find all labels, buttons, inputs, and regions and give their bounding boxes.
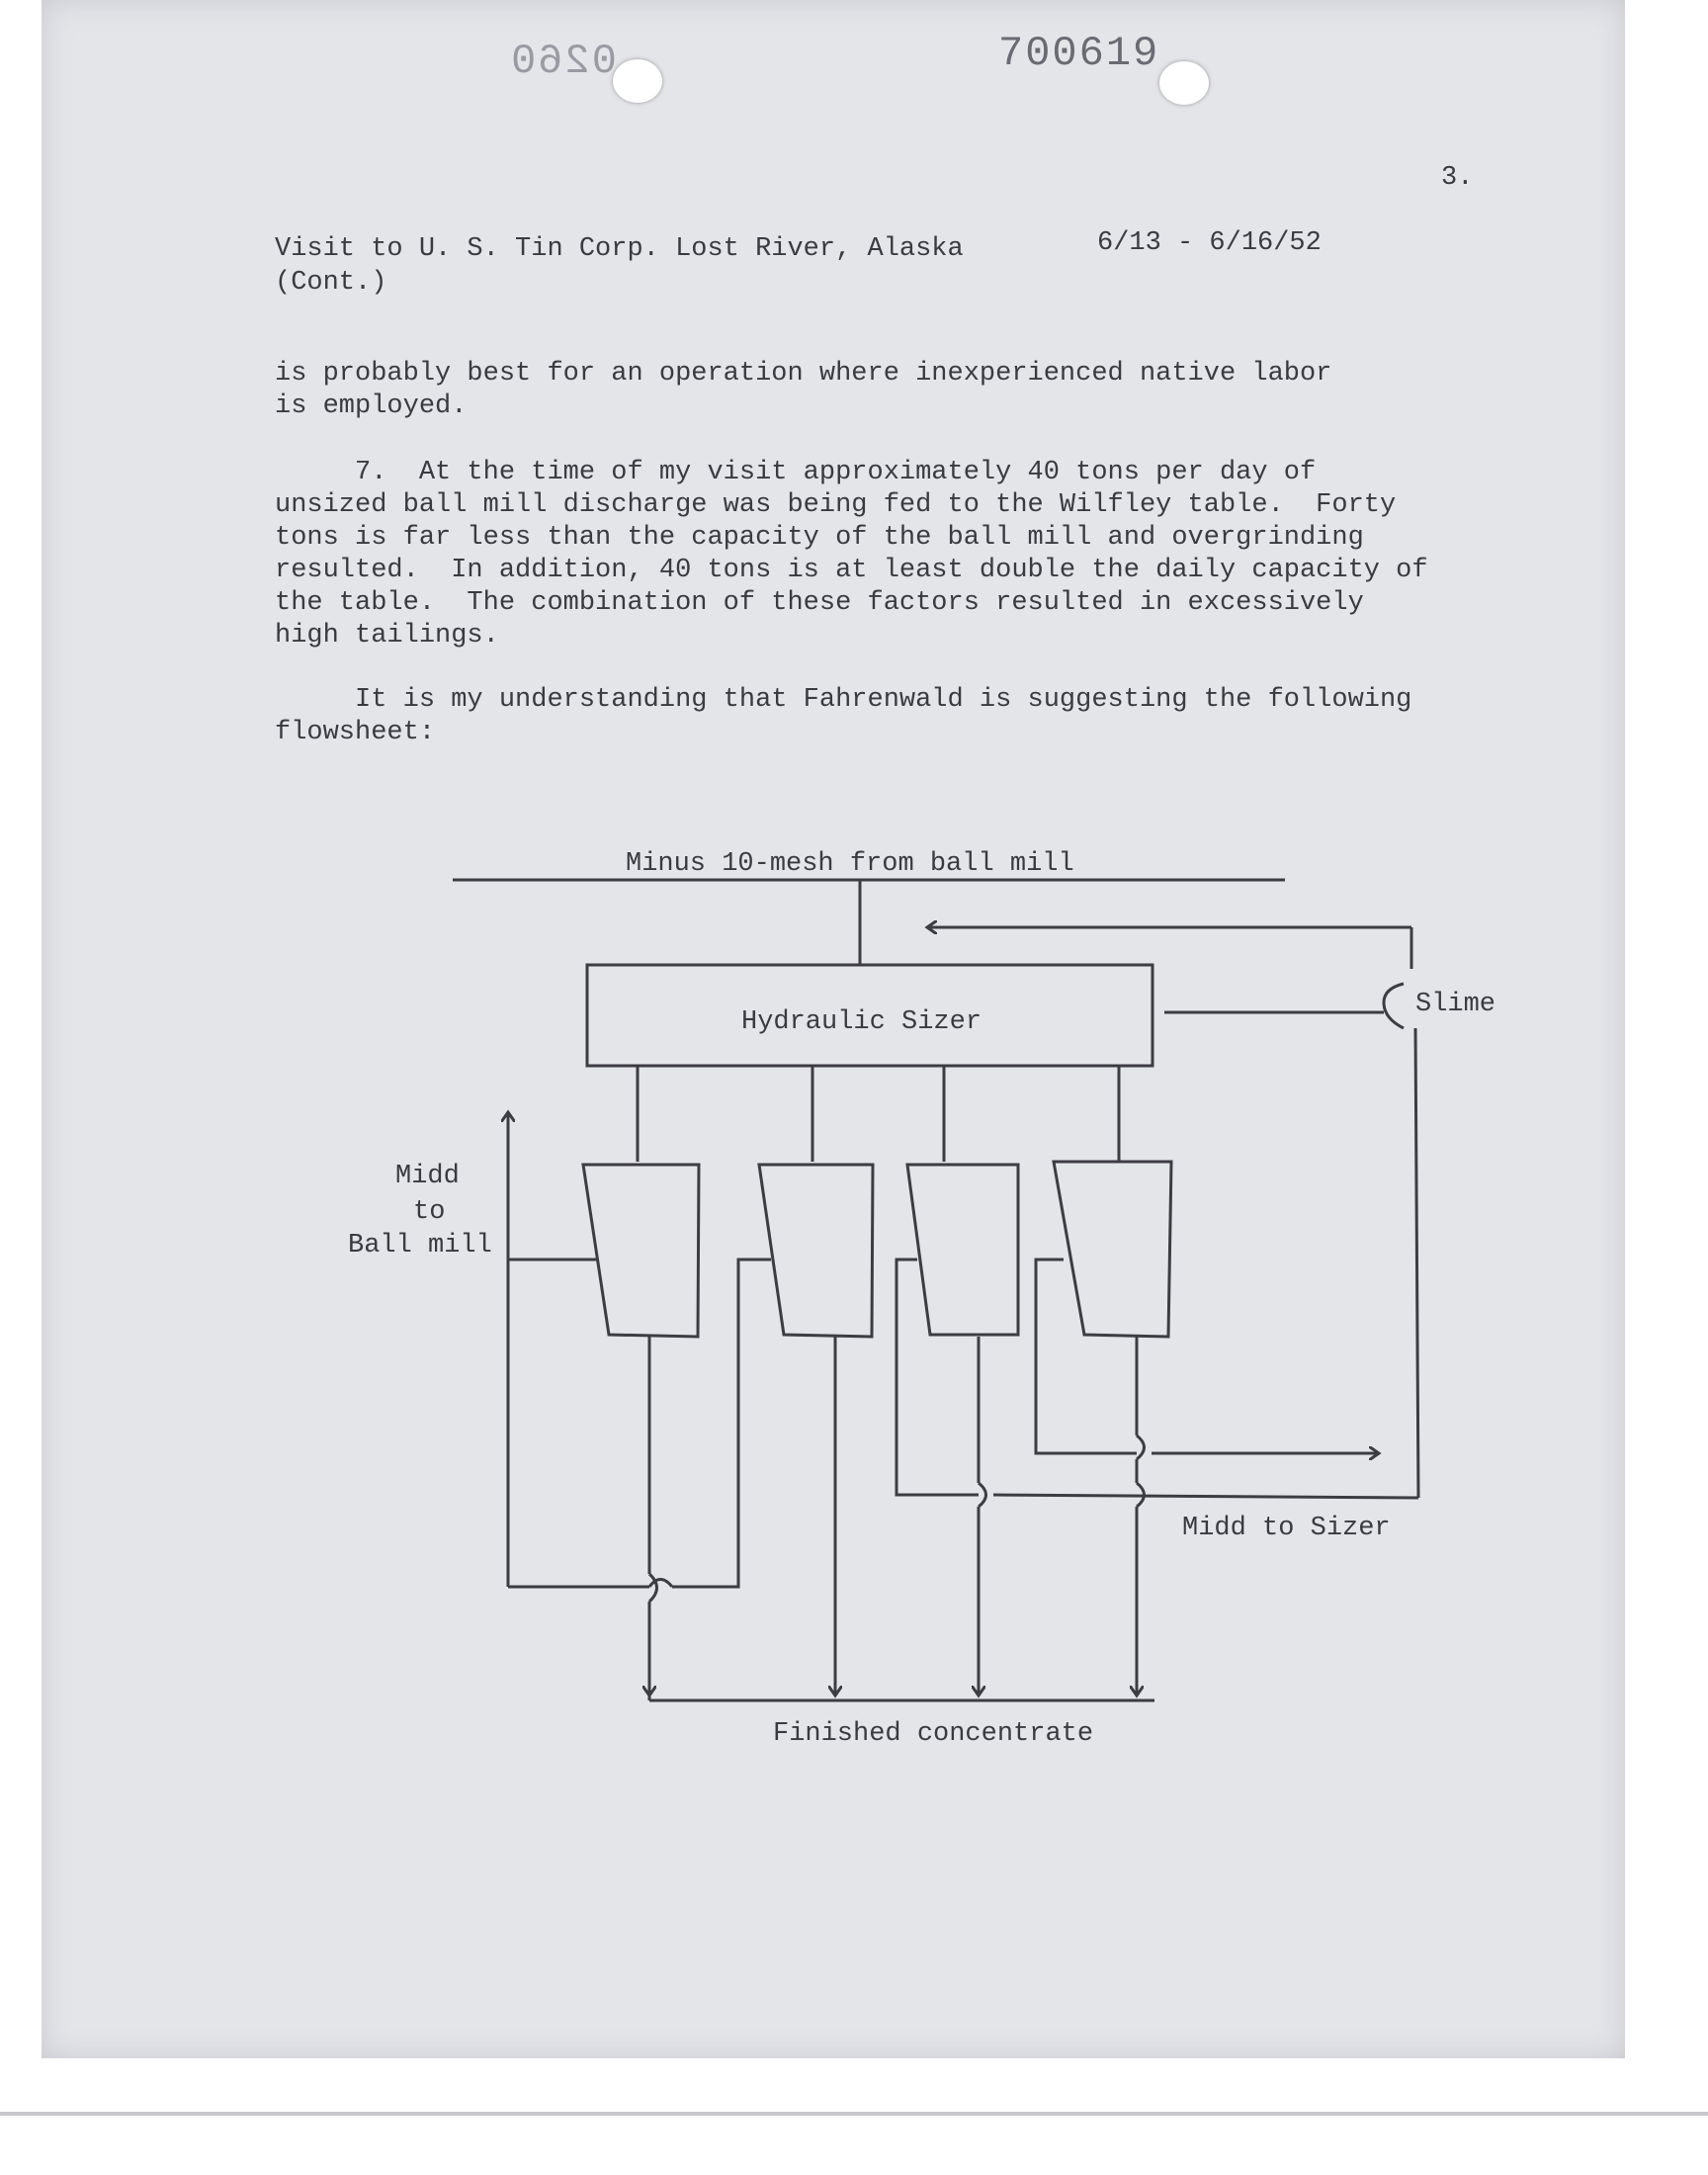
concentrate-label: Finished concentrate: [773, 1719, 1094, 1749]
hydraulic-sizer-label: Hydraulic Sizer: [741, 1007, 982, 1037]
table-2: [759, 1165, 873, 1337]
midd-sizer-label: Midd to Sizer: [1182, 1514, 1391, 1543]
date-range: 6/13 - 6/16/52: [1097, 228, 1322, 258]
paragraph-7: 7. At the time of my visit approximately 40 tons per day of unsized ball mill discharge was being fed to the Wilfley table. Forty tons is far less than the capacity of the ball mill and overgrinding resulted. In addition, 40 tons is at least double the daily capacity of the table. The combination of these factors resulted in excessively high tailings.: [275, 458, 1428, 651]
table2-midd-line: [672, 1260, 771, 1587]
midd-ball-mill-label-2: to: [413, 1197, 446, 1227]
table3-midd-line: [897, 1260, 979, 1495]
midd-ball-mill-label-1: Midd: [395, 1162, 460, 1191]
stamp-mirrored: 0260: [509, 38, 617, 85]
crossover-1b: [649, 1574, 657, 1602]
midd-sizer-lower: [993, 1495, 1418, 1498]
table4-midd-line: [1036, 1260, 1137, 1453]
heading-line-2: (Cont.): [275, 268, 387, 298]
table-3: [907, 1165, 1018, 1335]
return-right-vertical-lower: [1415, 1028, 1418, 1498]
stamp-number: 700619: [998, 30, 1160, 77]
table-4: [1054, 1162, 1171, 1337]
table-1: [583, 1165, 699, 1337]
paragraph-intro: is probably best for an operation where inexperienced native labor is employed.: [275, 359, 1332, 421]
feed-label: Minus 10-mesh from ball mill: [626, 849, 1074, 879]
crossover-1: [649, 1580, 672, 1588]
paragraph-flowsheet: It is my understanding that Fahrenwald is suggesting the following flowsheet:: [275, 685, 1412, 747]
page-number: 3.: [1441, 163, 1474, 193]
slime-label: Slime: [1415, 990, 1496, 1019]
crossover-4a: [1137, 1436, 1145, 1459]
crossover-3: [979, 1483, 986, 1507]
slime-bracket: [1384, 984, 1404, 1028]
midd-ball-mill-label-3: Ball mill: [348, 1231, 492, 1261]
heading-line-1: Visit to U. S. Tin Corp. Lost River, Alaska: [275, 234, 964, 264]
